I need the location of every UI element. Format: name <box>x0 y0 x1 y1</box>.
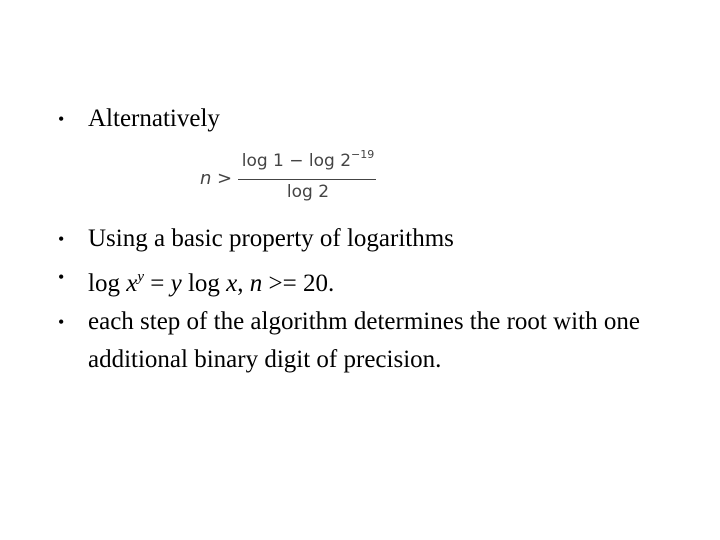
bullet-item-property <box>58 220 688 258</box>
exponent-y: y <box>137 269 144 285</box>
bullet-item-log-identity <box>58 258 688 303</box>
var-x: x <box>126 270 138 297</box>
bullet-item-alternatively <box>58 100 688 138</box>
formula-numerator <box>240 148 376 171</box>
bullet-text: each step of the algorithm determines the root with one additional binary digit of precision. <box>88 308 640 373</box>
bullet-text: Alternatively <box>88 105 220 132</box>
bullet-dot: • <box>58 109 65 129</box>
formula-denominator: log 2 <box>286 182 330 202</box>
bullet-dot: • <box>58 267 65 287</box>
bullet-list-top <box>58 100 688 138</box>
bullet-list-bottom <box>58 220 688 379</box>
bullet-text: Using a basic property of logarithms <box>88 225 454 252</box>
inequality-formula <box>198 146 378 206</box>
log-mid: log <box>181 270 227 297</box>
var-x2: x <box>226 270 238 297</box>
numerator-exponent: −19 <box>351 148 375 161</box>
fraction-bar <box>238 179 376 180</box>
bullet-item-precision <box>58 303 688 379</box>
formula-relation: > <box>217 168 233 189</box>
var-n: n <box>249 270 263 297</box>
formula-n: n <box>200 168 212 189</box>
bullet-dot: • <box>58 229 65 249</box>
var-y: y <box>170 270 182 297</box>
equals: = <box>143 270 171 297</box>
log-prefix: log <box>88 270 127 297</box>
result-tail: >= 20. <box>262 270 335 297</box>
log-identity-text <box>88 258 688 303</box>
bullet-dot: • <box>58 312 65 332</box>
numerator-base: log 1 − log 2 <box>241 151 352 171</box>
comma: , <box>237 270 250 297</box>
